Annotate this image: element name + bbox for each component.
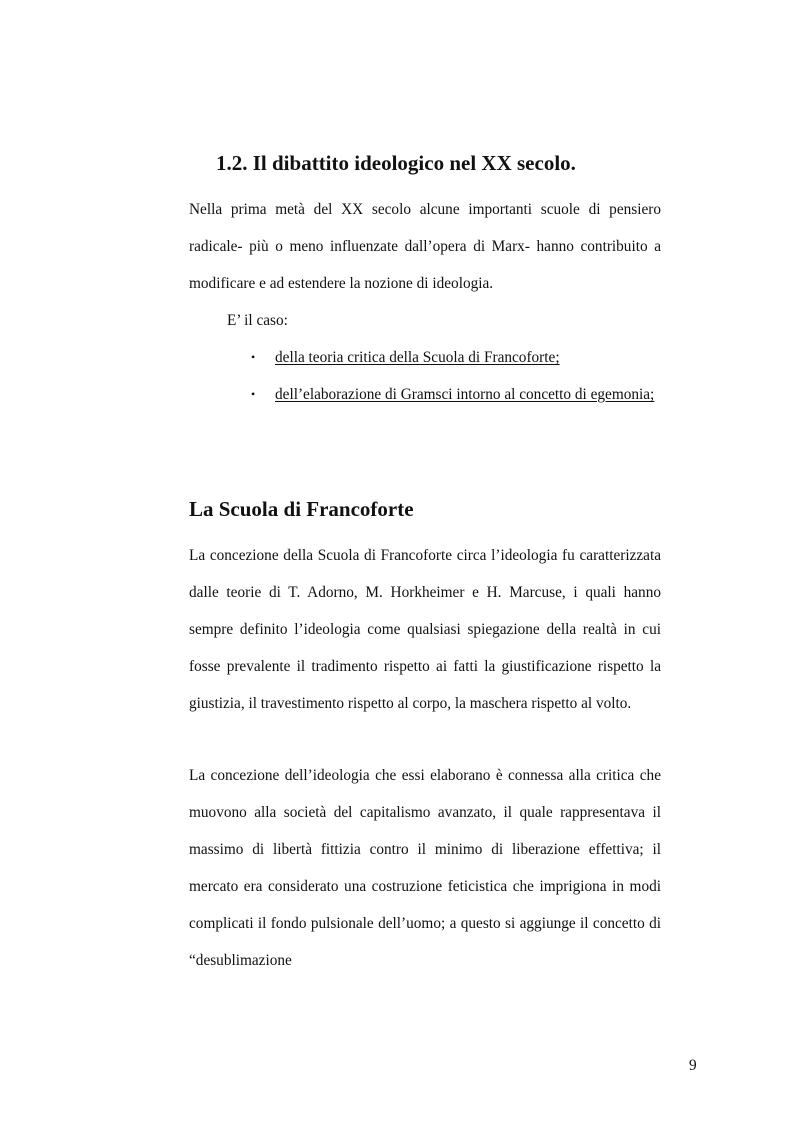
- bullet-icon: •: [251, 387, 256, 401]
- section-heading: 1.2. Il dibattito ideologico nel XX secolo.: [216, 151, 576, 175]
- bullet-list: [247, 339, 661, 413]
- bullet-icon: •: [251, 350, 256, 364]
- body-paragraph: La concezione dell’ideologia che essi elaborano è connessa alla critica che muovono alla società del capitalismo avanzato, il quale rappresentava il massimo di libertà fittizia contro il minimo di liberazione effettiva; il mercato era considerato una costruzione feticistica che imprigiona in modi complicati il fondo pulsionale dell’uomo; a questo si aggiunge il concetto di “desublimazione: [189, 767, 661, 969]
- subsection-heading: La Scuola di Francoforte: [189, 497, 414, 521]
- bullet-item-frankfurt: [247, 339, 661, 376]
- intro-paragraph: Nella prima metà del XX secolo alcune importanti scuole di pensiero radicale- più o meno influenzate dall’opera di Marx- hanno contribuito a modificare e ad estendere la nozione di ideologia.: [189, 201, 661, 292]
- list-intro-text: E’ il caso:: [227, 312, 288, 329]
- bullet-text: della teoria critica della Scuola di Francoforte;: [275, 349, 560, 366]
- body-paragraph: La concezione della Scuola di Francoforte circa l’ideologia fu caratterizzata dalle teorie di T. Adorno, M. Horkheimer e H. Marcuse, i quali hanno sempre definito l’ideologia come qualsiasi spiegazione della realtà in cui fosse prevalente il tradimento rispetto ai fatti la giustificazione rispetto la giustizia, il travestimento rispetto al corpo, la maschera rispetto al volto.: [189, 547, 661, 712]
- bullet-text: dell’elaborazione di Gramsci intorno al concetto di egemonia;: [275, 386, 655, 403]
- bullet-item-gramsci: [247, 376, 661, 413]
- page-number: 9: [689, 1057, 697, 1074]
